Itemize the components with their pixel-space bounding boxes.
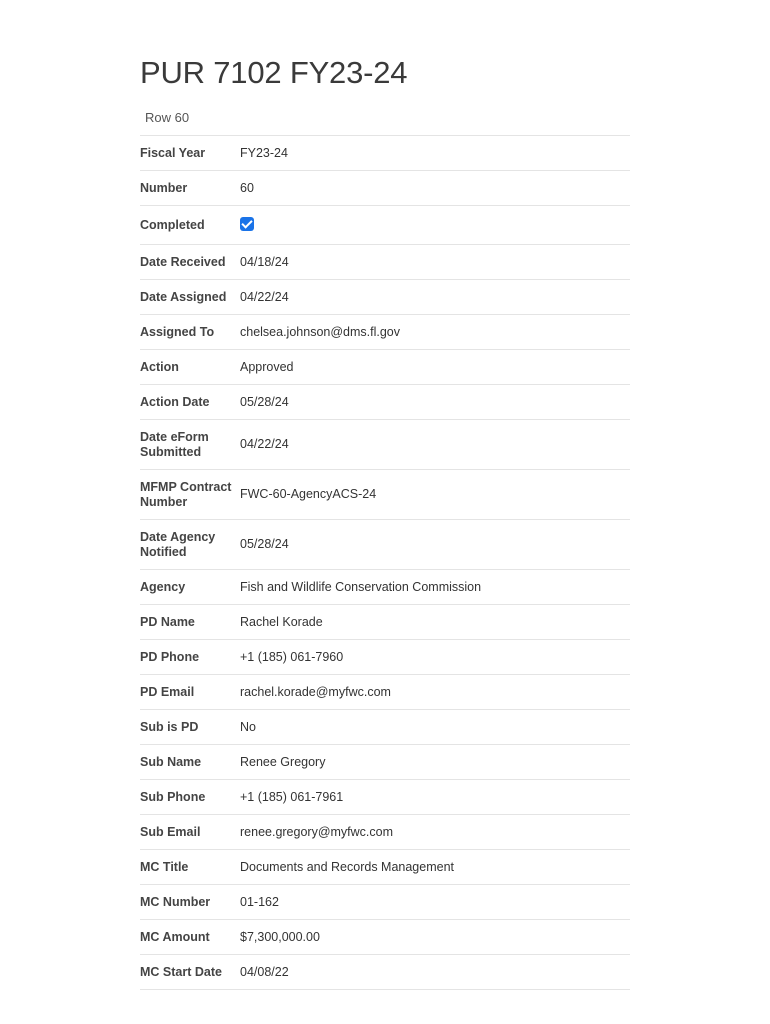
field-row-date-assigned <box>140 280 630 315</box>
field-row-sub-email <box>140 815 630 850</box>
field-value: 01-162 <box>240 894 279 909</box>
field-value <box>240 215 630 235</box>
page-title: PUR 7102 FY23-24 <box>140 55 408 90</box>
field-row-sub-is-pd <box>140 710 630 745</box>
field-label: Date eForm Submitted <box>140 430 209 459</box>
field-value: Documents and Records Management <box>240 859 455 874</box>
record-table <box>140 135 630 990</box>
field-label: MFMP Contract Number <box>140 480 232 509</box>
field-label: PD Phone <box>140 650 200 664</box>
field-value: Approved <box>240 359 294 374</box>
field-value: Renee Gregory <box>240 754 326 769</box>
field-value: No <box>240 719 256 734</box>
field-value: 05/28/24 <box>240 537 289 551</box>
field-row-mfmp-contract-number <box>140 470 630 520</box>
field-label: Sub Name <box>140 755 202 769</box>
field-label: Sub Email <box>140 825 201 839</box>
field-row-action-date <box>140 385 630 420</box>
field-row-mc-start-date <box>140 955 630 990</box>
field-row-fiscal-year <box>140 136 630 171</box>
field-label: Date Received <box>140 255 226 269</box>
field-label: MC Number <box>140 895 211 909</box>
field-value: rachel.korade@myfwc.com <box>240 684 391 699</box>
field-label: Fiscal Year <box>140 146 206 160</box>
field-label: Completed <box>140 218 205 232</box>
field-row-agency <box>140 570 630 605</box>
field-label: MC Amount <box>140 930 210 944</box>
field-label: Agency <box>140 580 186 594</box>
field-value: +1 (185) 061-7961 <box>240 789 344 804</box>
field-label: Sub is PD <box>140 720 199 734</box>
field-label: Assigned To <box>140 325 215 339</box>
field-row-completed <box>140 206 630 245</box>
field-value: Rachel Korade <box>240 614 323 629</box>
field-value: FY23-24 <box>240 145 288 160</box>
field-row-date-eform-submitted <box>140 420 630 470</box>
field-row-pd-name <box>140 605 630 640</box>
row-label: Row 60 <box>145 110 190 125</box>
field-value: $7,300,000.00 <box>240 929 320 944</box>
field-row-mc-number <box>140 885 630 920</box>
field-row-action <box>140 350 630 385</box>
field-row-number <box>140 171 630 206</box>
field-value: 04/22/24 <box>240 437 289 451</box>
field-row-sub-name <box>140 745 630 780</box>
field-value: 04/08/22 <box>240 964 289 979</box>
field-label: PD Email <box>140 685 195 699</box>
field-label: Sub Phone <box>140 790 206 804</box>
field-label: Date Agency Notified <box>140 530 216 559</box>
field-value: chelsea.johnson@dms.fl.gov <box>240 324 400 339</box>
field-row-mc-amount <box>140 920 630 955</box>
field-value: 04/22/24 <box>240 289 289 304</box>
field-value: 04/18/24 <box>240 254 289 269</box>
field-label: MC Title <box>140 860 189 874</box>
field-value: renee.gregory@myfwc.com <box>240 824 394 839</box>
field-row-pd-phone <box>140 640 630 675</box>
field-value: 60 <box>240 180 254 195</box>
field-label: Action <box>140 360 179 374</box>
field-label: Action Date <box>140 395 210 409</box>
field-value: +1 (185) 061-7960 <box>240 649 344 664</box>
field-value: Fish and Wildlife Conservation Commission <box>240 579 482 594</box>
field-row-mc-title <box>140 850 630 885</box>
field-label: MC Start Date <box>140 965 222 979</box>
field-row-sub-phone <box>140 780 630 815</box>
field-label: Number <box>140 181 188 195</box>
field-value: FWC-60-AgencyACS-24 <box>240 487 377 501</box>
field-label: PD Name <box>140 615 195 629</box>
field-label: Date Assigned <box>140 290 227 304</box>
field-value: 05/28/24 <box>240 394 289 409</box>
completed-checkbox[interactable] <box>240 217 254 231</box>
field-row-pd-email <box>140 675 630 710</box>
field-row-assigned-to <box>140 315 630 350</box>
field-row-date-received <box>140 245 630 280</box>
field-row-date-agency-notified <box>140 520 630 570</box>
